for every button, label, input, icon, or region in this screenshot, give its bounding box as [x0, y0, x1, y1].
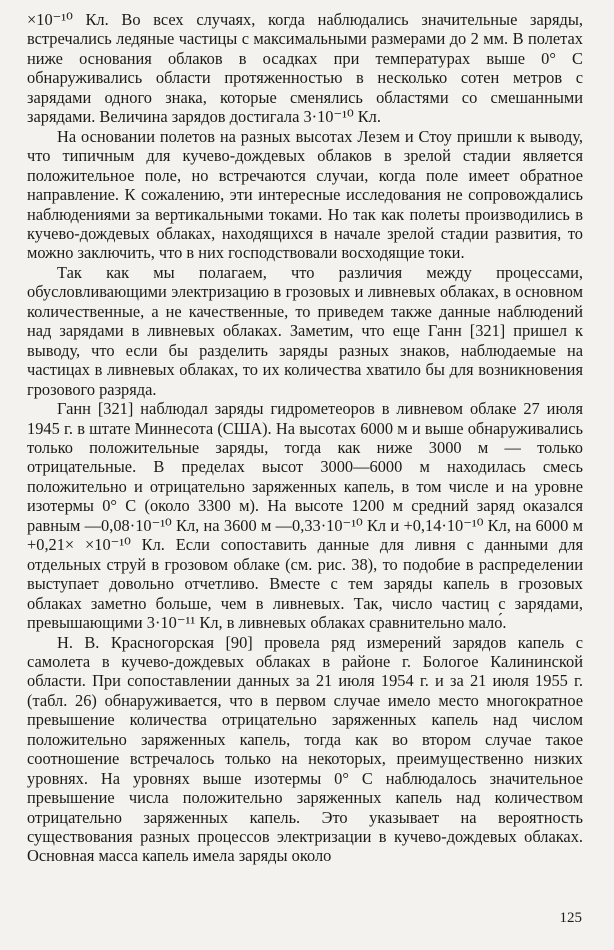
- paragraph-1: ×10⁻¹⁰ Кл. Во всех случаях, когда наблюдались значительные заряды, встречались ледяные частицы с максимальными размерами до 2 мм. В полетах ниже основания облаков в осадках при температурах выше 0° С обнаруживались области протяженностью в несколько сотен метров с зарядами одного знака, которые сменялись областями со смешанными зарядами. Величина зарядов достигала 3·10⁻¹⁰ Кл.: [27, 10, 583, 127]
- paragraph-2: На основании полетов на разных высотах Лезем и Стоу пришли к выводу, что типичным для кучево-дождевых облаков в зрелой стадии является положительное поле, но встречаются случаи, когда поле имеет обратное направление. К сожалению, эти интересные исследования не сопровождались наблюдениями за вертикальными токами. Но так как полеты производились в кучево-дождевых облаках, находящихся в начале зрелой стадии развития, то можно заключить, что в них господствовали восходящие токи.: [27, 126, 583, 263]
- paragraph-5: Н. В. Красногорская [90] провела ряд измерений зарядов капель с самолета в кучево-дождевых облаках в районе г. Бологое Калининской области. При сопоставлении данных за 21 июля 1954 г. и за 21 июля 1955 г. (табл. 26) обнаруживается, что в первом случае имело место многократное превышение количества отрицательно заряженных капель над числом положительно заряженных капель, тогда как во втором случае такое соотношение встречалось только на некоторых, преимущественно низких уровнях. На уровнях выше изотермы 0° С наблюдалось значительное превышение числа положительно заряженных капель над количеством отрицательно заряженных капель. Это указывает на вероятность существования разных процессов электризации в кучево-дождевых облаках. Основная масса капель имела заряды около: [27, 632, 583, 866]
- page: [27, 10, 583, 940]
- page-number: 125: [559, 910, 582, 926]
- paragraph-3: Так как мы полагаем, что различия между процессами, обусловливающими электризацию в грозовых и ливневых облаках, в основном количественные, а не качественные, то приведем также данные наблюдений над зарядами в ливневых облаках. Заметим, что еще Ганн [321] пришел к выводу, что если бы разделить заряды разных знаков, наблюдаемые на частицах в ливневых облаках, то их количества хватило бы для возникновения грозового разряда.: [27, 262, 583, 399]
- paragraph-4: Ганн [321] наблюдал заряды гидрометеоров в ливневом облаке 27 июля 1945 г. в штате Миннесота (США). На высотах 6000 м и выше обнаруживались только положительные заряды, тогда как ниже 3000 м — только отрицательные. В пределах высот 3000—6000 м находилась смесь положительно и отрицательно заряженных капель, в том числе и на уровне изотермы 0° С (около 3300 м). На высоте 1200 м средний заряд оказался равным —0,08·10⁻¹⁰ Кл, на 3600 м —0,33·10⁻¹⁰ Кл и +0,14·10⁻¹⁰ Кл, на 6000 м +0,21× ×10⁻¹⁰ Кл. Если сопоставить данные для ливня с данными для отдельных струй в грозовом облаке (см. рис. 38), то подобие в распределении выступает довольно отчетливо. Вместе с тем заряды капель в грозовых облаках заметно больше, чем в ливневых. Так, число частиц с зарядами, превышающими 3·10⁻¹¹ Кл, в ливневых облаках сравнительно мало́.: [27, 399, 583, 633]
